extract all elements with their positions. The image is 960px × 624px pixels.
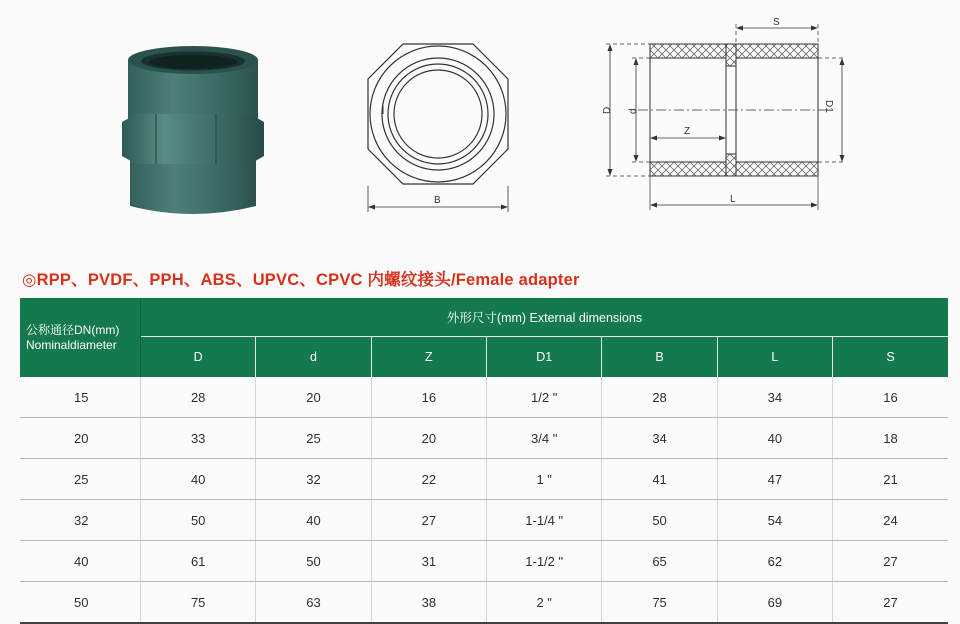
cell-b: 75 (602, 582, 717, 624)
cell-s: 18 (833, 418, 948, 459)
cell-l: 54 (717, 500, 832, 541)
column-header-d-inner: d (256, 337, 371, 378)
cell-z: 38 (371, 582, 486, 624)
dimension-label-b: B (434, 195, 441, 206)
cell-dn: 20 (20, 418, 141, 459)
dimension-label-d1: D1 (823, 100, 834, 113)
cell-d-inner: 63 (256, 582, 371, 624)
cell-d1: 1 " (487, 459, 602, 500)
cell-dn: 50 (20, 582, 141, 624)
dimensions-table (20, 298, 948, 624)
cell-dn: 15 (20, 377, 141, 418)
cell-l: 69 (717, 582, 832, 624)
cell-b: 28 (602, 377, 717, 418)
cell-l: 62 (717, 541, 832, 582)
column-header-b: B (602, 337, 717, 378)
cell-d-inner: 40 (256, 500, 371, 541)
cell-d-outer: 50 (141, 500, 256, 541)
cell-d-inner: 25 (256, 418, 371, 459)
table-row (20, 500, 948, 541)
dimension-label-l: L (730, 194, 736, 205)
cell-d1: 2 " (487, 582, 602, 624)
cell-z: 27 (371, 500, 486, 541)
product-photo (118, 38, 268, 220)
cell-d-inner: 20 (256, 377, 371, 418)
column-header-l: L (717, 337, 832, 378)
cell-d1: 1/2 " (487, 377, 602, 418)
cell-l: 34 (717, 377, 832, 418)
cell-d-inner: 32 (256, 459, 371, 500)
cell-d1: 1-1/4 " (487, 500, 602, 541)
dn-header (20, 298, 141, 377)
table-row (20, 418, 948, 459)
table-row (20, 541, 948, 582)
cell-z: 22 (371, 459, 486, 500)
section-view-drawing (598, 14, 848, 214)
cell-s: 27 (833, 582, 948, 624)
dimension-label-z: Z (684, 126, 691, 137)
cell-z: 31 (371, 541, 486, 582)
cell-b: 65 (602, 541, 717, 582)
page-title: ◎RPP、PVDF、PPH、ABS、UPVC、CPVC 内螺纹接头/Female adapter (22, 271, 580, 289)
table-row (20, 377, 948, 418)
external-dimensions-header: 外形尺寸(mm) External dimensions (141, 298, 949, 337)
cell-d-outer: 75 (141, 582, 256, 624)
cell-b: 50 (602, 500, 717, 541)
dn-header-english: Nominaldiameter (26, 337, 117, 352)
cell-d-outer: 33 (141, 418, 256, 459)
dimension-label-d-inner: d (628, 108, 639, 114)
dimensions-table-container (20, 298, 948, 624)
front-view-drawing (358, 36, 518, 216)
cell-d-outer: 40 (141, 459, 256, 500)
cell-l: 40 (717, 418, 832, 459)
dn-header-chinese: 公称通径DN(mm) (26, 322, 120, 337)
cell-d1: 1-1/2 " (487, 541, 602, 582)
dimension-label-d-outer: D (602, 106, 613, 114)
dimension-label-s: S (773, 17, 780, 28)
cell-z: 20 (371, 418, 486, 459)
cell-d-inner: 50 (256, 541, 371, 582)
column-header-d1: D1 (487, 337, 602, 378)
cell-s: 21 (833, 459, 948, 500)
cell-d-outer: 61 (141, 541, 256, 582)
cell-d-outer: 28 (141, 377, 256, 418)
cell-dn: 32 (20, 500, 141, 541)
table-row (20, 582, 948, 624)
cell-l: 47 (717, 459, 832, 500)
cell-s: 16 (833, 377, 948, 418)
cell-dn: 25 (20, 459, 141, 500)
cell-z: 16 (371, 377, 486, 418)
cell-b: 41 (602, 459, 717, 500)
column-header-d-outer: D (141, 337, 256, 378)
table-row (20, 459, 948, 500)
cell-s: 27 (833, 541, 948, 582)
column-header-z: Z (371, 337, 486, 378)
cell-d1: 3/4 " (487, 418, 602, 459)
column-header-s: S (833, 337, 948, 378)
cell-dn: 40 (20, 541, 141, 582)
cell-b: 34 (602, 418, 717, 459)
cell-s: 24 (833, 500, 948, 541)
